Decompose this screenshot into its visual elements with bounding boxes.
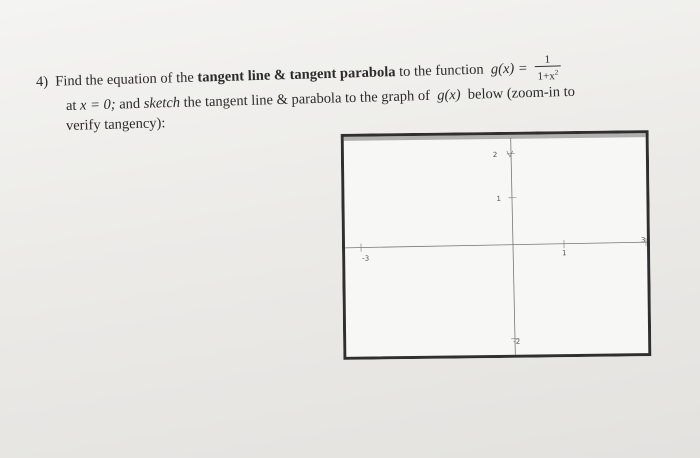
- fraction-denominator: [534, 66, 561, 83]
- function-fraction: [534, 53, 562, 83]
- graph-window: [341, 130, 652, 360]
- problem-text-sketch-desc: the tangent line & parabola to the graph of: [183, 87, 431, 111]
- problem-statement-line-3: [66, 115, 166, 135]
- tick-label-y-neg2: -2: [513, 337, 521, 346]
- problem-text-sketch: sketch: [143, 94, 181, 112]
- problem-text-intro: Find the equation of the: [55, 69, 195, 90]
- condition-x-equals-zero: x = 0;: [79, 96, 116, 114]
- tick-label-x-neg3: -3: [362, 254, 370, 263]
- tick-label-x-1: 1: [562, 249, 567, 258]
- problem-text-bold-topic: tangent line & tangent parabola: [197, 64, 396, 86]
- problem-text-verify: verify tangency):: [65, 115, 166, 134]
- denominator-base: 1+x: [537, 70, 555, 83]
- function-reference: g(x): [436, 86, 461, 104]
- problem-text-and: and: [119, 95, 141, 113]
- problem-text-zoom: below (zoom-in to: [467, 83, 576, 103]
- problem-text-at: at: [65, 97, 77, 114]
- tick-label-y-1: 1: [496, 194, 501, 203]
- problem-number: 4): [35, 73, 49, 91]
- tick-label-x-3: 3: [640, 236, 646, 245]
- fraction-numerator: 1: [534, 53, 561, 67]
- tick-label-y-2: 2: [492, 150, 498, 160]
- denominator-exponent: 2: [554, 68, 559, 77]
- problem-text-function-lead: to the function: [398, 61, 484, 81]
- graph-svg: [341, 130, 652, 360]
- function-lhs: g(x) =: [490, 60, 528, 78]
